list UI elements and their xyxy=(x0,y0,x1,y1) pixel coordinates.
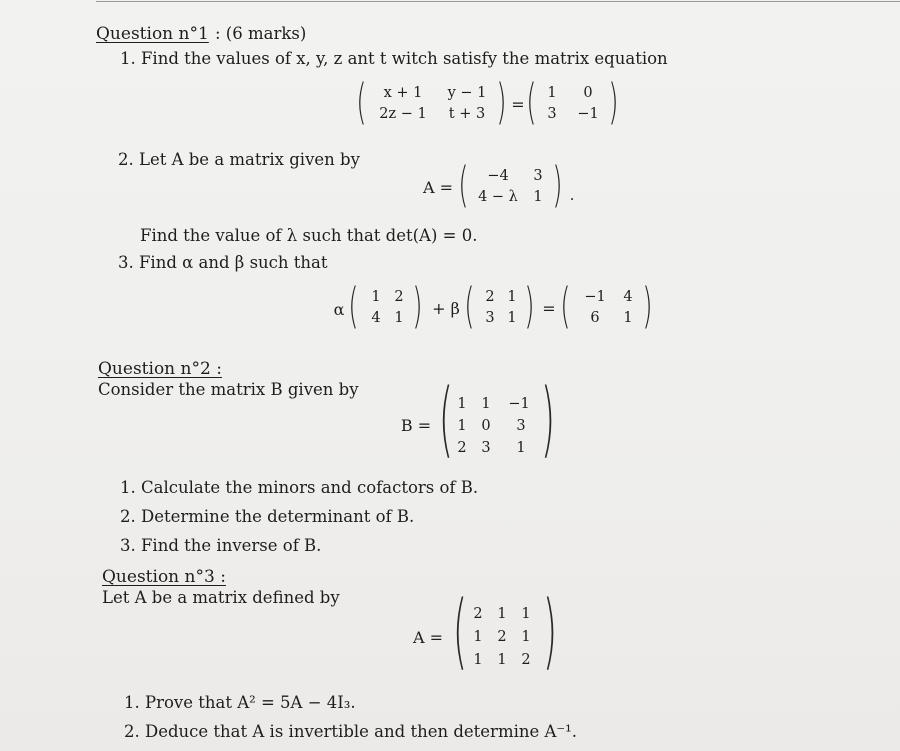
matrix-cell: t + 3 xyxy=(448,106,486,122)
q1-heading-text: Question n°1 xyxy=(96,24,209,44)
paren-right: ) xyxy=(540,372,556,467)
paren-right: ) xyxy=(608,74,619,130)
matrix-cell: 3 xyxy=(485,310,495,326)
q3-item2: 2. Deduce that A is invertible and then determine A⁻¹. xyxy=(124,722,577,741)
equals-sign: = xyxy=(511,95,525,114)
paren-left: ( xyxy=(458,157,469,213)
matrix-cell: 1 xyxy=(457,396,467,412)
matrix-cell: 1 xyxy=(497,606,507,622)
q2-intro: Consider the matrix B given by xyxy=(98,380,359,399)
matrix-cell: 1 xyxy=(457,418,467,434)
matrix-cell: x + 1 xyxy=(383,85,423,101)
paren-left: ( xyxy=(526,74,537,130)
paren-right: ) xyxy=(552,157,563,213)
q1-item2-find: Find the value of λ such that det(A) = 0. xyxy=(140,226,478,245)
matrix-cell: −1 xyxy=(577,106,599,122)
matrix-label: A = xyxy=(422,178,454,197)
matrix-cell: 1 xyxy=(521,606,531,622)
paren-right: ) xyxy=(542,584,558,679)
q2-item3: 3. Find the inverse of B. xyxy=(120,536,322,555)
q2-item2: 2. Determine the determinant of B. xyxy=(120,507,415,526)
matrix-cell: 4 xyxy=(623,289,633,305)
paren-left: ( xyxy=(348,278,359,334)
matrix-cell: 1 xyxy=(507,310,517,326)
matrix-cell: 1 xyxy=(371,289,381,305)
matrix-cell: −1 xyxy=(508,396,530,412)
plus-beta: + β xyxy=(432,299,460,318)
matrix-cell: 1 xyxy=(481,396,491,412)
matrix-cell: 2 xyxy=(473,606,483,622)
paren-left: ( xyxy=(356,74,367,130)
matrix-cell: 0 xyxy=(481,418,491,434)
alpha-symbol: α xyxy=(333,300,345,319)
matrix-cell: 4 − λ xyxy=(478,189,518,205)
q1-item2: 2. Let A be a matrix given by xyxy=(118,150,360,169)
matrix-cell: 4 xyxy=(371,310,381,326)
q1-item1: 1. Find the values of x, y, z ant t witch satisfy the matrix equation xyxy=(120,49,668,68)
matrix-cell: 2z − 1 xyxy=(379,106,427,122)
equals-sign: = xyxy=(542,299,556,318)
matrix-cell: 2 xyxy=(497,629,507,645)
matrix-cell: 1 xyxy=(507,289,517,305)
matrix-cell: 1 xyxy=(394,310,404,326)
q1-heading xyxy=(96,24,209,44)
period: . xyxy=(569,188,575,204)
matrix-cell: 1 xyxy=(497,652,507,668)
matrix-cell: 1 xyxy=(547,85,557,101)
matrix-cell: 0 xyxy=(583,85,593,101)
matrix-cell: 3 xyxy=(547,106,557,122)
matrix-cell: y − 1 xyxy=(447,85,487,101)
paren-right: ) xyxy=(496,74,507,130)
paren-right: ) xyxy=(524,278,535,334)
matrix-cell: 1 xyxy=(623,310,633,326)
q2-item1: 1. Calculate the minors and cofactors of B. xyxy=(120,478,479,497)
top-rule xyxy=(96,1,900,2)
matrix-label: B = xyxy=(400,416,432,435)
matrix-cell: 1 xyxy=(473,629,483,645)
q3-intro: Let A be a matrix defined by xyxy=(102,588,340,607)
paren-left: ( xyxy=(464,278,475,334)
q1-marks: : (6 marks) xyxy=(215,24,307,43)
matrix-cell: −1 xyxy=(584,289,606,305)
matrix-cell: 3 xyxy=(533,168,543,184)
paren-right: ) xyxy=(642,278,653,334)
paren-right: ) xyxy=(412,278,423,334)
matrix-cell: 2 xyxy=(457,440,467,456)
matrix-cell: −4 xyxy=(487,168,509,184)
matrix-cell: 1 xyxy=(521,629,531,645)
matrix-label: A = xyxy=(412,628,444,647)
paren-left: ( xyxy=(560,278,571,334)
matrix-cell: 2 xyxy=(521,652,531,668)
matrix-cell: 2 xyxy=(485,289,495,305)
matrix-cell: 6 xyxy=(590,310,600,326)
matrix-cell: 1 xyxy=(473,652,483,668)
q1-item3: 3. Find α and β such that xyxy=(118,253,328,272)
paren-left: ( xyxy=(438,372,454,467)
q2-heading: Question n°2 : xyxy=(98,359,222,379)
matrix-cell: 2 xyxy=(394,289,404,305)
q3-item1: 1. Prove that A² = 5A − 4I₃. xyxy=(124,693,356,712)
matrix-cell: 1 xyxy=(516,440,526,456)
paren-left: ( xyxy=(452,584,468,679)
matrix-cell: 3 xyxy=(481,440,491,456)
matrix-cell: 1 xyxy=(533,189,543,205)
q3-heading: Question n°3 : xyxy=(102,567,226,587)
matrix-cell: 3 xyxy=(516,418,526,434)
